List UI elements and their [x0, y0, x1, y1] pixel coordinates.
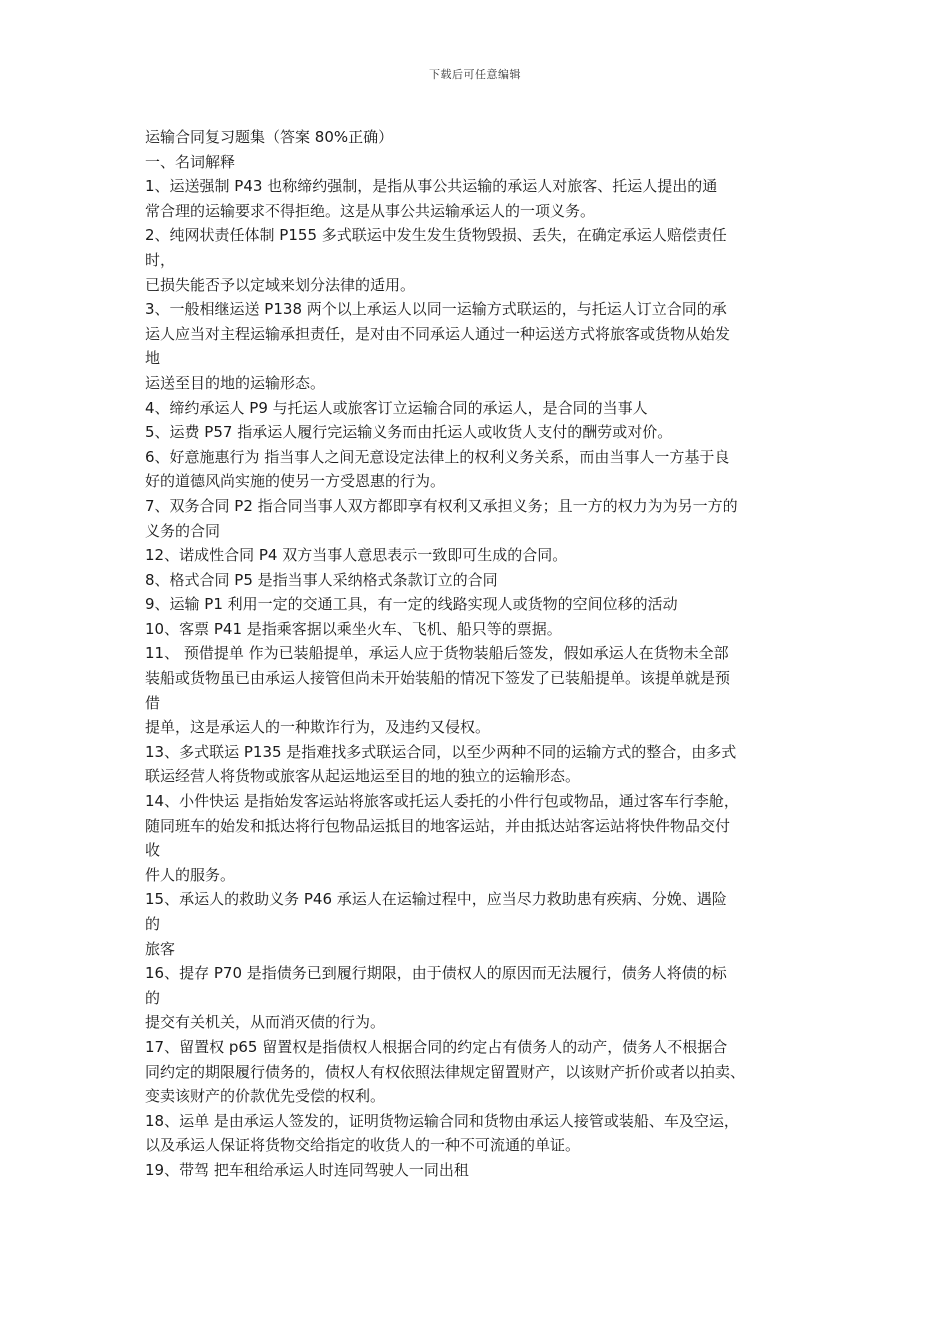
text-line: 运人应当对主程运输承担责任，是对由不同承运人通过一种运送方式将旅客或货物从始发	[145, 324, 731, 343]
text-line: 常合理的运输要求不得拒绝。这是从事公共运输承运人的一项义务。	[145, 201, 596, 220]
text-line: 旅客	[145, 939, 176, 958]
document-title: 运输合同复习题集（答案 80%正确）	[145, 128, 394, 146]
text-line: 的	[145, 988, 161, 1007]
text-line: 3、一般相继运送 P138 两个以上承运人以同一运输方式联运的，与托运人订立合同的承	[145, 300, 727, 319]
text-line: 8、格式合同 P5 是指当事人采纳格式条款订立的合同	[145, 570, 498, 589]
text-line: 联运经营人将货物或旅客从起运地运至目的地的独立的运输形态。	[145, 767, 581, 786]
text-line: 同约定的期限履行债务的，债权人有权依照法律规定留置财产，以该财产折价或者以拍卖、	[145, 1062, 746, 1081]
text-line: 借	[145, 693, 161, 712]
text-line: 16、提存 P70 是指债务已到履行期限，由于债权人的原因而无法履行，债务人将债的标	[145, 964, 727, 983]
text-line: 收	[145, 841, 161, 860]
text-line: 15、承运人的救助义务 P46 承运人在运输过程中，应当尽力救助患有疾病、分娩、遇险	[145, 890, 727, 909]
text-line: 4、缔约承运人 P9 与托运人或旅客订立运输合同的承运人，是合同的当事人	[145, 398, 648, 417]
text-line: 的	[145, 915, 161, 933]
text-line: 17、留置权 p65 留置权是指债权人根据合同的约定占有债务人的动产，债务人不根据合	[145, 1037, 728, 1056]
text-line: 时，	[145, 250, 176, 269]
text-line: 提单，这是承运人的一种欺诈行为，及违约又侵权。	[145, 718, 491, 737]
section-heading: 一、名词解释	[145, 152, 236, 171]
text-line: 装船或货物虽已由承运人接管但尚未开始装船的情况下签发了已装船提单。该提单就是预	[145, 669, 731, 688]
text-line: 6、好意施惠行为 指当事人之间无意设定法律上的权利义务关系，而由当事人一方基于良	[145, 447, 730, 466]
text-line: 10、客票 P41 是指乘客据以乘坐火车、飞机、船只等的票据。	[145, 619, 562, 638]
text-line: 以及承运人保证将货物交给指定的收货人的一种不可流通的单证。	[145, 1136, 581, 1155]
text-line: 2、纯网状责任体制 P155 多式联运中发生发生货物毁损、丢失，在确定承运人赔偿责任	[145, 226, 727, 245]
text-line: 运送至目的地的运输形态。	[145, 373, 326, 392]
text-line: 义务的合同	[145, 521, 221, 540]
text-line: 18、运单 是由承运人签发的，证明货物运输合同和货物由承运人接管或装船、车及空运，	[145, 1111, 739, 1130]
text-line: 已损失能否予以定域来划分法律的适用。	[145, 275, 416, 294]
text-line: 19、带驾 把车租给承运人时连同驾驶人一同出租	[145, 1160, 469, 1179]
text-line: 好的道德风尚实施的使另一方受恩惠的行为。	[145, 472, 446, 491]
text-line: 7、双务合同 P2 指合同当事人双方都即享有权利又承担义务；且一方的权力为为另一方的	[145, 496, 738, 515]
text-line: 11、 预借提单 作为已装船提单，承运人应于货物装船后签发，假如承运人在货物未全部	[145, 644, 729, 663]
page-header-note: 下载后可任意编辑	[429, 68, 521, 81]
text-line: 提交有关机关，从而消灭债的行为。	[145, 1013, 386, 1032]
text-line: 12、诺成性合同 P4 双方当事人意思表示一致即可生成的合同。	[145, 546, 568, 565]
text-line: 9、运输 P1 利用一定的交通工具，有一定的线路实现人或货物的空间位移的活动	[145, 595, 678, 614]
document-body	[145, 125, 810, 1183]
text-line: 变卖该财产的价款优先受偿的权利。	[145, 1087, 386, 1106]
text-line: 5、运费 P57 指承运人履行完运输义务而由托运人或收货人支付的酬劳或对价。	[145, 423, 673, 442]
text-line: 14、小件快运 是指始发客运站将旅客或托运人委托的小件行包或物品，通过客车行李舱，	[145, 792, 739, 811]
text-line: 13、多式联运 P135 是指难找多式联运合同，以至少两种不同的运输方式的整合，由多式	[145, 742, 737, 761]
text-line: 地	[145, 349, 161, 368]
text-line: 随同班车的始发和抵达将行包物品运抵目的地客运站，并由抵达站客运站将快件物品交付	[145, 816, 731, 835]
text-line: 1、运送强制 P43 也称缔约强制，是指从事公共运输的承运人对旅客、托运人提出的通	[145, 177, 718, 196]
text-line: 件人的服务。	[145, 865, 236, 884]
